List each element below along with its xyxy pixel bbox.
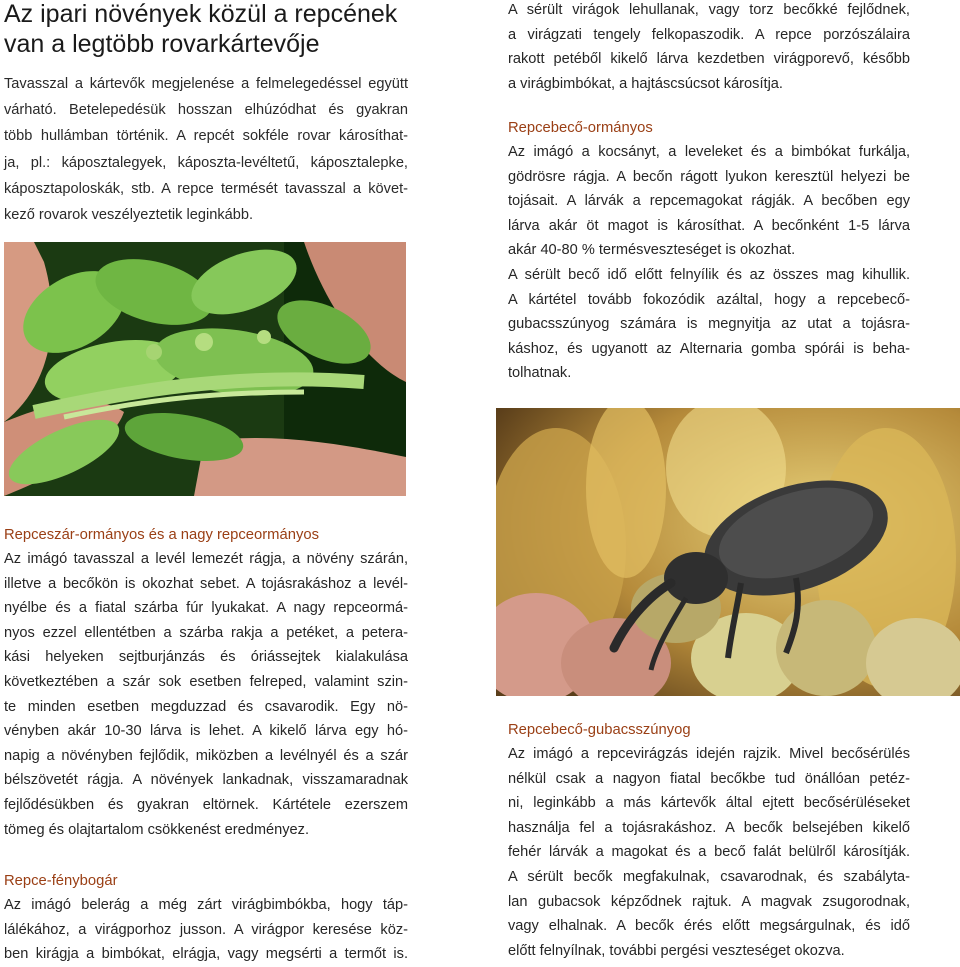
rapeseed-stem-photo — [4, 242, 406, 496]
text-line: A sérült virágok lehullanak, vagy torz becőkké fejlődnek, — [508, 2, 910, 18]
section-becoormanyos — [508, 116, 910, 386]
text-line: ben kirágja a bimbókat, elrágja, vagy megsérti a termőt is. — [4, 946, 408, 963]
intro-line: ja, pl.: káposztalegyek, káposzta-levéltetű, káposztalepke, — [4, 154, 408, 171]
text-line: Az imágó a repcevirágzás idején rajzik. Mivel becősérülés — [508, 746, 910, 762]
right-top-paragraph — [508, 0, 910, 96]
text-line: kási helyeken sejtburjánzás és óriássejtek kialakulása — [4, 649, 408, 666]
weevil-image — [496, 408, 960, 696]
page-title — [4, 0, 414, 59]
text-line: fejlődésükben és gyakran eltörnek. Kártétele ezerszem — [4, 796, 408, 813]
section-heading: Repceszár-ormányos és a nagy repceormányos — [4, 527, 319, 543]
text-line: a virágbimbókat, a hajtáscsúcsot károsítja. — [508, 75, 783, 92]
weevil-photo — [496, 408, 960, 696]
rapeseed-stem-image — [4, 242, 406, 496]
text-line: Az imágó belerág a még zárt virágbimbókba, hogy táp- — [4, 897, 408, 913]
text-line: bélszövetét rágja. A növények lankadnak, visszamaradnak — [4, 772, 408, 789]
text-line: akár 40-80 % termésveszteséget is okozhat. — [508, 242, 796, 259]
text-line: gubacsszúnyog számára is megnyitja az utat a tojásra- — [508, 316, 910, 333]
section-fenybogar — [4, 869, 408, 967]
intro-line: több hullámban történik. A repcét sokféle rovar károsíthat- — [4, 128, 408, 145]
text-line: előtt felnyílnak, további pergési veszteséget okozva. — [508, 942, 845, 959]
text-line: nélkül csak a nagyon fiatal becőkbe tud önállóan petéz- — [508, 770, 910, 787]
text-line: tojásait. A lárvák a repcemagokat rágják. A becőben egy — [508, 193, 910, 210]
text-line: káshoz, és ugyanott az Alternaria gomba spórái is beha- — [508, 340, 910, 357]
text-line: A sérült becők megfakulnak, csavarodnak, és szabályta- — [508, 868, 910, 885]
text-line: A sérült becő idő előtt felnyílik és az összes mag kihullik. — [508, 266, 910, 283]
text-line: te minden esetben megduzzad és csavarodik. Egy nö- — [4, 698, 408, 715]
text-line: Az imágó tavasszal a levél lemezét rágja, a növény szárán, — [4, 551, 408, 567]
text-line: lárva akár öt magot is károsíthat. A becőnként 1-5 lárva — [508, 217, 910, 234]
intro-line: káposztapoloskák, stb. A repce termését tavasszal a követ- — [4, 180, 408, 197]
text-line: Az imágó a kocsányt, a leveleket és a bimbókat furkálja, — [508, 144, 910, 160]
text-line: lálékához, a virágporhoz jusson. A virágpor keresése köz- — [4, 921, 408, 938]
text-line: lan gubacsok képződnek rajtuk. A magvak zsugorodnak, — [508, 893, 910, 910]
section-heading: Repce-fénybogár — [4, 873, 118, 889]
intro-line: kező rovarok veszélyeztetik leginkább. — [4, 207, 254, 224]
text-line: vagy elhalnak. A becők érés előtt megsárgulnak, és idő — [508, 918, 910, 935]
text-line: rakott petéből kikelő lárva kezdetben virágporevő, később — [508, 51, 910, 68]
text-line: nyos ezzel ellentétben a szárba rakja a petéket, a petera- — [4, 624, 408, 641]
section-heading: Repcebecő-gubacsszúnyog — [508, 722, 691, 738]
title-line: Az ipari növények közül a repcének — [4, 0, 398, 28]
title-line: van a legtöbb rovarkártevője — [4, 29, 320, 58]
text-line: illetve a becőkön is okozhat sebet. A tojásrakáshoz a levél- — [4, 575, 408, 592]
text-line: napig a növényben fejlődik, miközben a levélnyél és a szár — [4, 747, 408, 764]
text-line: tömeg és olajtartalom csökkenést eredményez. — [4, 821, 309, 838]
intro-paragraph — [4, 71, 408, 228]
text-line: a virágzati tengely felkopaszodik. A repce porzószálaira — [508, 26, 910, 43]
text-line: gödrösre rágja. A becőn rágott lyukon keresztül helyezi be — [508, 168, 910, 185]
text-line: fehér lárvák a magokat és a becő falát belülről károsítják. — [508, 844, 910, 861]
text-line: nyélbe és a fiatal szárba fúr lyukakat. A nagy repceormá- — [4, 600, 408, 617]
text-line: használja fel a tojásrakáshoz. A becők belsejében kikelő — [508, 819, 910, 836]
text-line: ni, leginkább a más kártevők által ejtett becősérüléseket — [508, 795, 910, 812]
intro-line: Tavasszal a kártevők megjelenése a felmelegedéssel együtt — [4, 76, 408, 92]
intro-line: várható. Betelepedésük hosszan elhúzódhat és gyakran — [4, 102, 408, 119]
section-gubacsszunyog — [508, 718, 910, 963]
text-line: A kártétel tovább fokozódik azáltal, hogy a repcebecő- — [508, 291, 910, 308]
section-heading: Repcebecő-ormányos — [508, 120, 653, 136]
text-line: tolhatnak. — [508, 365, 572, 382]
section-szarormanyos — [4, 523, 408, 842]
text-line: következtében a szár sok esetben felreped, valamint szin- — [4, 673, 408, 690]
text-line: vényben akár 10-30 lárva is lehet. A kikelő lárva egy hó- — [4, 723, 408, 740]
